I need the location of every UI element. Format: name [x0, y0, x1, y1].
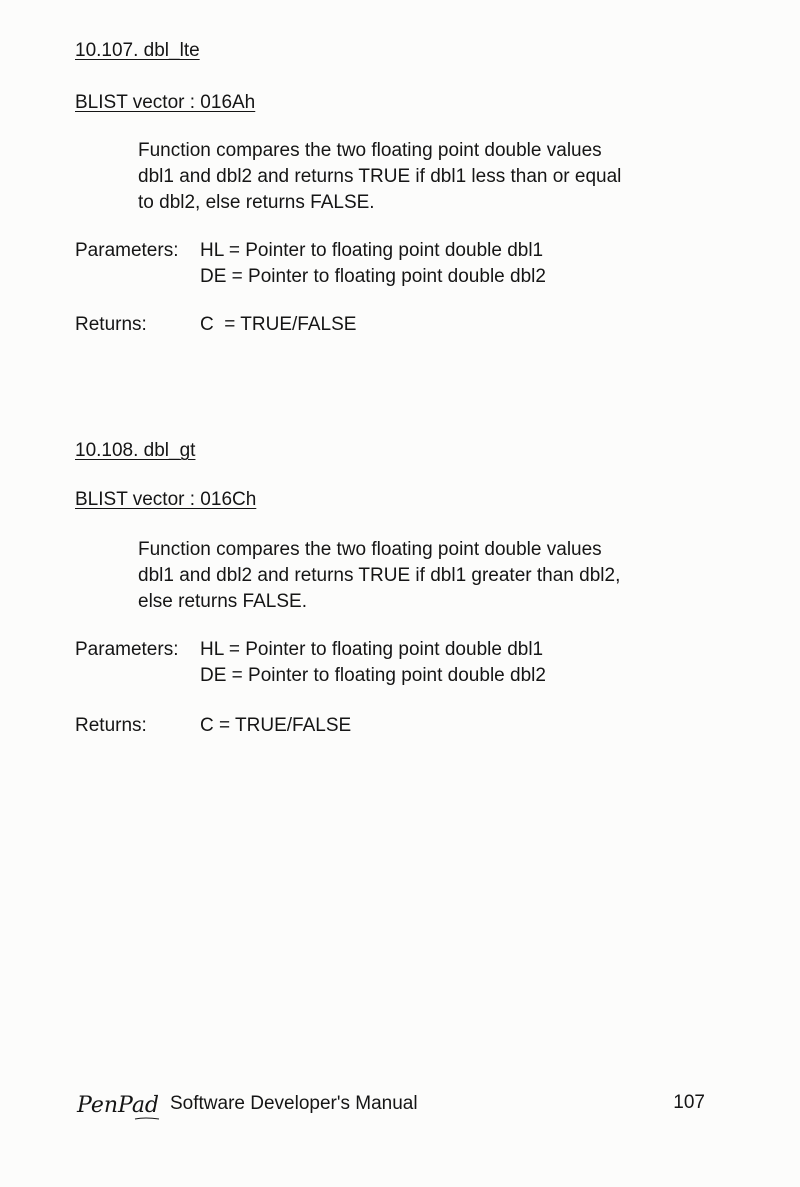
returns-label: Returns:	[75, 715, 147, 736]
section-heading: 10.108. dbl_gt	[75, 440, 196, 461]
parameter-item: DE = Pointer to floating point double dbl2	[200, 665, 546, 686]
description-line: to dbl2, else returns FALSE.	[138, 192, 375, 213]
blist-vector: BLIST vector : 016Ah	[75, 92, 256, 113]
function-description	[138, 138, 718, 216]
function-description	[138, 537, 718, 615]
logo-text: PenPad	[77, 1093, 160, 1118]
parameters-list	[200, 238, 546, 290]
returns-value: C = TRUE/FALSE	[200, 314, 357, 335]
blist-vector: BLIST vector : 016Ch	[75, 489, 257, 510]
description-line: dbl1 and dbl2 and returns TRUE if dbl1 greater than dbl2,	[138, 565, 621, 586]
parameters-label: Parameters:	[75, 639, 179, 660]
returns-label: Returns:	[75, 314, 147, 335]
page-number: 107	[673, 1092, 705, 1113]
penpad-logo	[75, 1088, 167, 1122]
description-line: Function compares the two floating point double values	[138, 140, 602, 161]
section-heading: 10.107. dbl_lte	[75, 40, 200, 61]
parameter-item: HL = Pointer to floating point double dbl1	[200, 240, 544, 261]
returns-value: C = TRUE/FALSE	[200, 715, 352, 736]
page-footer	[75, 1088, 705, 1122]
description-line: dbl1 and dbl2 and returns TRUE if dbl1 less than or equal	[138, 166, 622, 187]
logo-underline	[135, 1118, 159, 1119]
footer-title: Software Developer's Manual	[170, 1093, 418, 1114]
parameter-item: HL = Pointer to floating point double dbl1	[200, 639, 544, 660]
parameters-label: Parameters:	[75, 240, 179, 261]
description-line: Function compares the two floating point double values	[138, 539, 602, 560]
parameters-list	[200, 637, 546, 689]
description-line: else returns FALSE.	[138, 591, 307, 612]
parameter-item: DE = Pointer to floating point double dbl2	[200, 266, 546, 287]
